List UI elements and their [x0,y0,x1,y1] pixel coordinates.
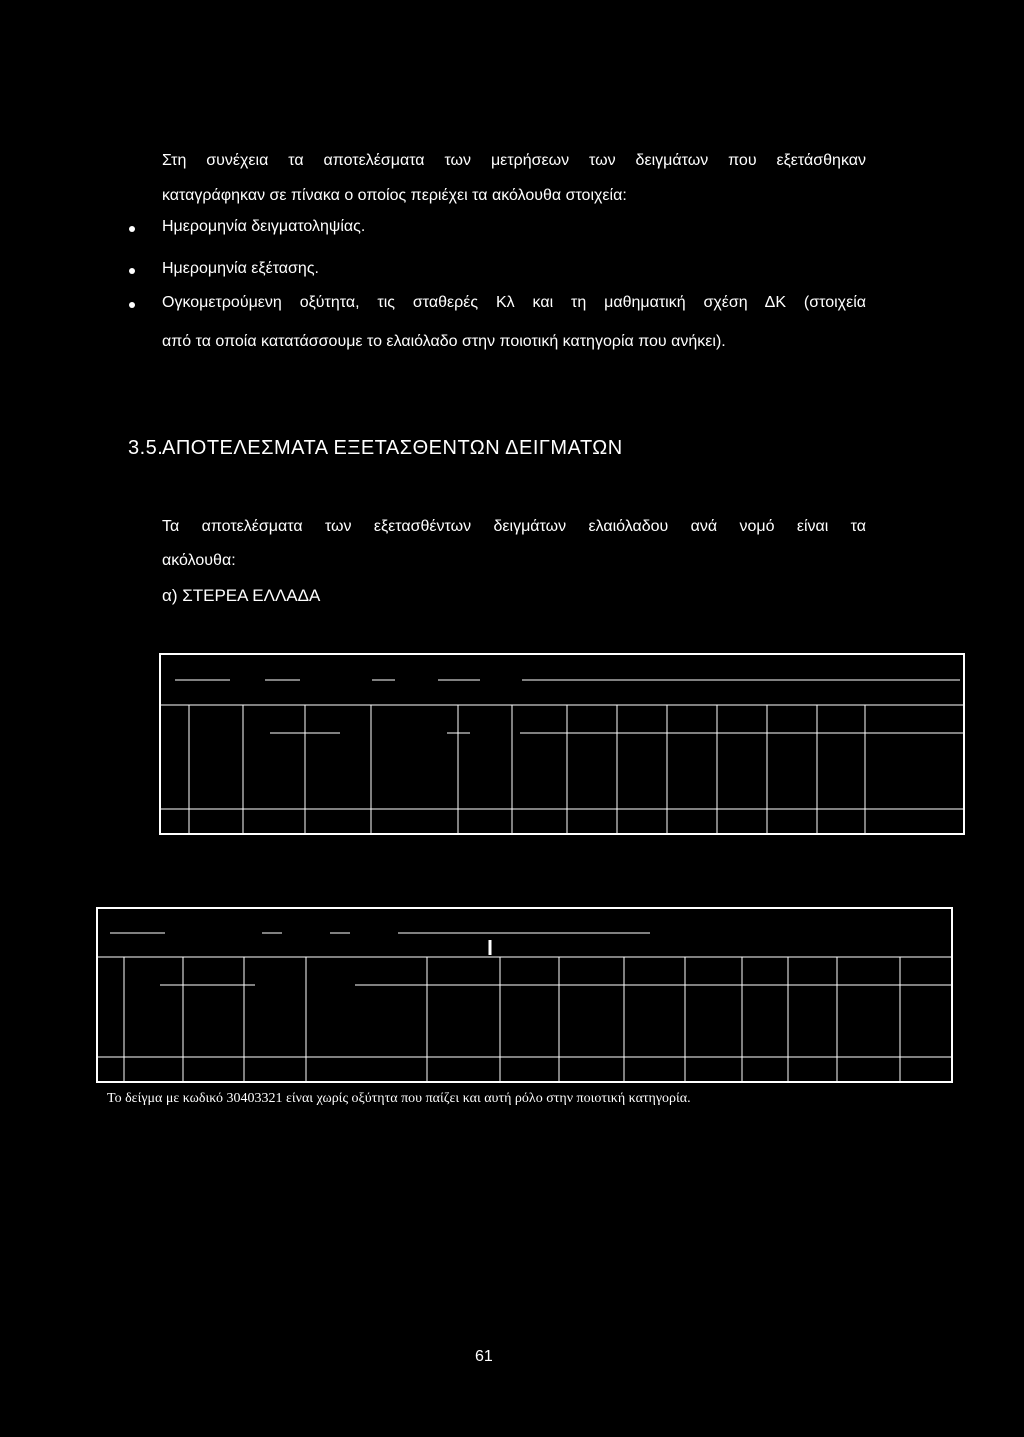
bullet-exam-date: Ημερομηνία εξέτασης. [162,260,319,277]
section-title: ΑΠΟΤΕΛΕΣΜΑΤΑ ΕΞΕΤΑΣΘΕΝΤΩΝ ΔΕΙΓΜΑΤΩΝ [162,437,623,459]
page-number: 61 [475,1348,493,1365]
bullet-acidity: Ογκομετρούμενη οξύτητα, τις σταθερές Κλ και τη μαθηματική σχέση ΔΚ (στοιχεία [162,294,866,311]
table-note: Το δείγμα με κωδικό 30403321 είναι χωρίς οξύτητα που παίζει και αυτή ρόλο στην ποιοτική κατηγορία. [107,1091,691,1106]
region-heading: α) ΣΤΕΡΕΑ ΕΛΛΑΔΑ [162,586,321,605]
results-intro-line-2: ακόλουθα: [162,552,236,569]
bullet-sampling-date: Ημερομηνία δειγματοληψίας. [162,218,366,235]
intro-line-2: καταγράφηκαν σε πίνακα ο οποίος περιέχει τα ακόλουθα στοιχεία: [162,187,627,204]
bullet-acidity-cont: από τα οποία κατατάσσουμε το ελαιόλαδο στην ποιοτική κατηγορία που ανήκει). [162,333,726,350]
section-number: 3.5. [128,437,164,459]
intro-line-1: Στη συνέχεια τα αποτελέσματα των μετρήσεων των δειγμάτων που εξετάσθηκαν [162,152,866,169]
results-intro-line-1: Τα αποτελέσματα των εξετασθέντων δειγμάτων ελαιόλαδου ανά νομό είναι τα [162,518,866,535]
